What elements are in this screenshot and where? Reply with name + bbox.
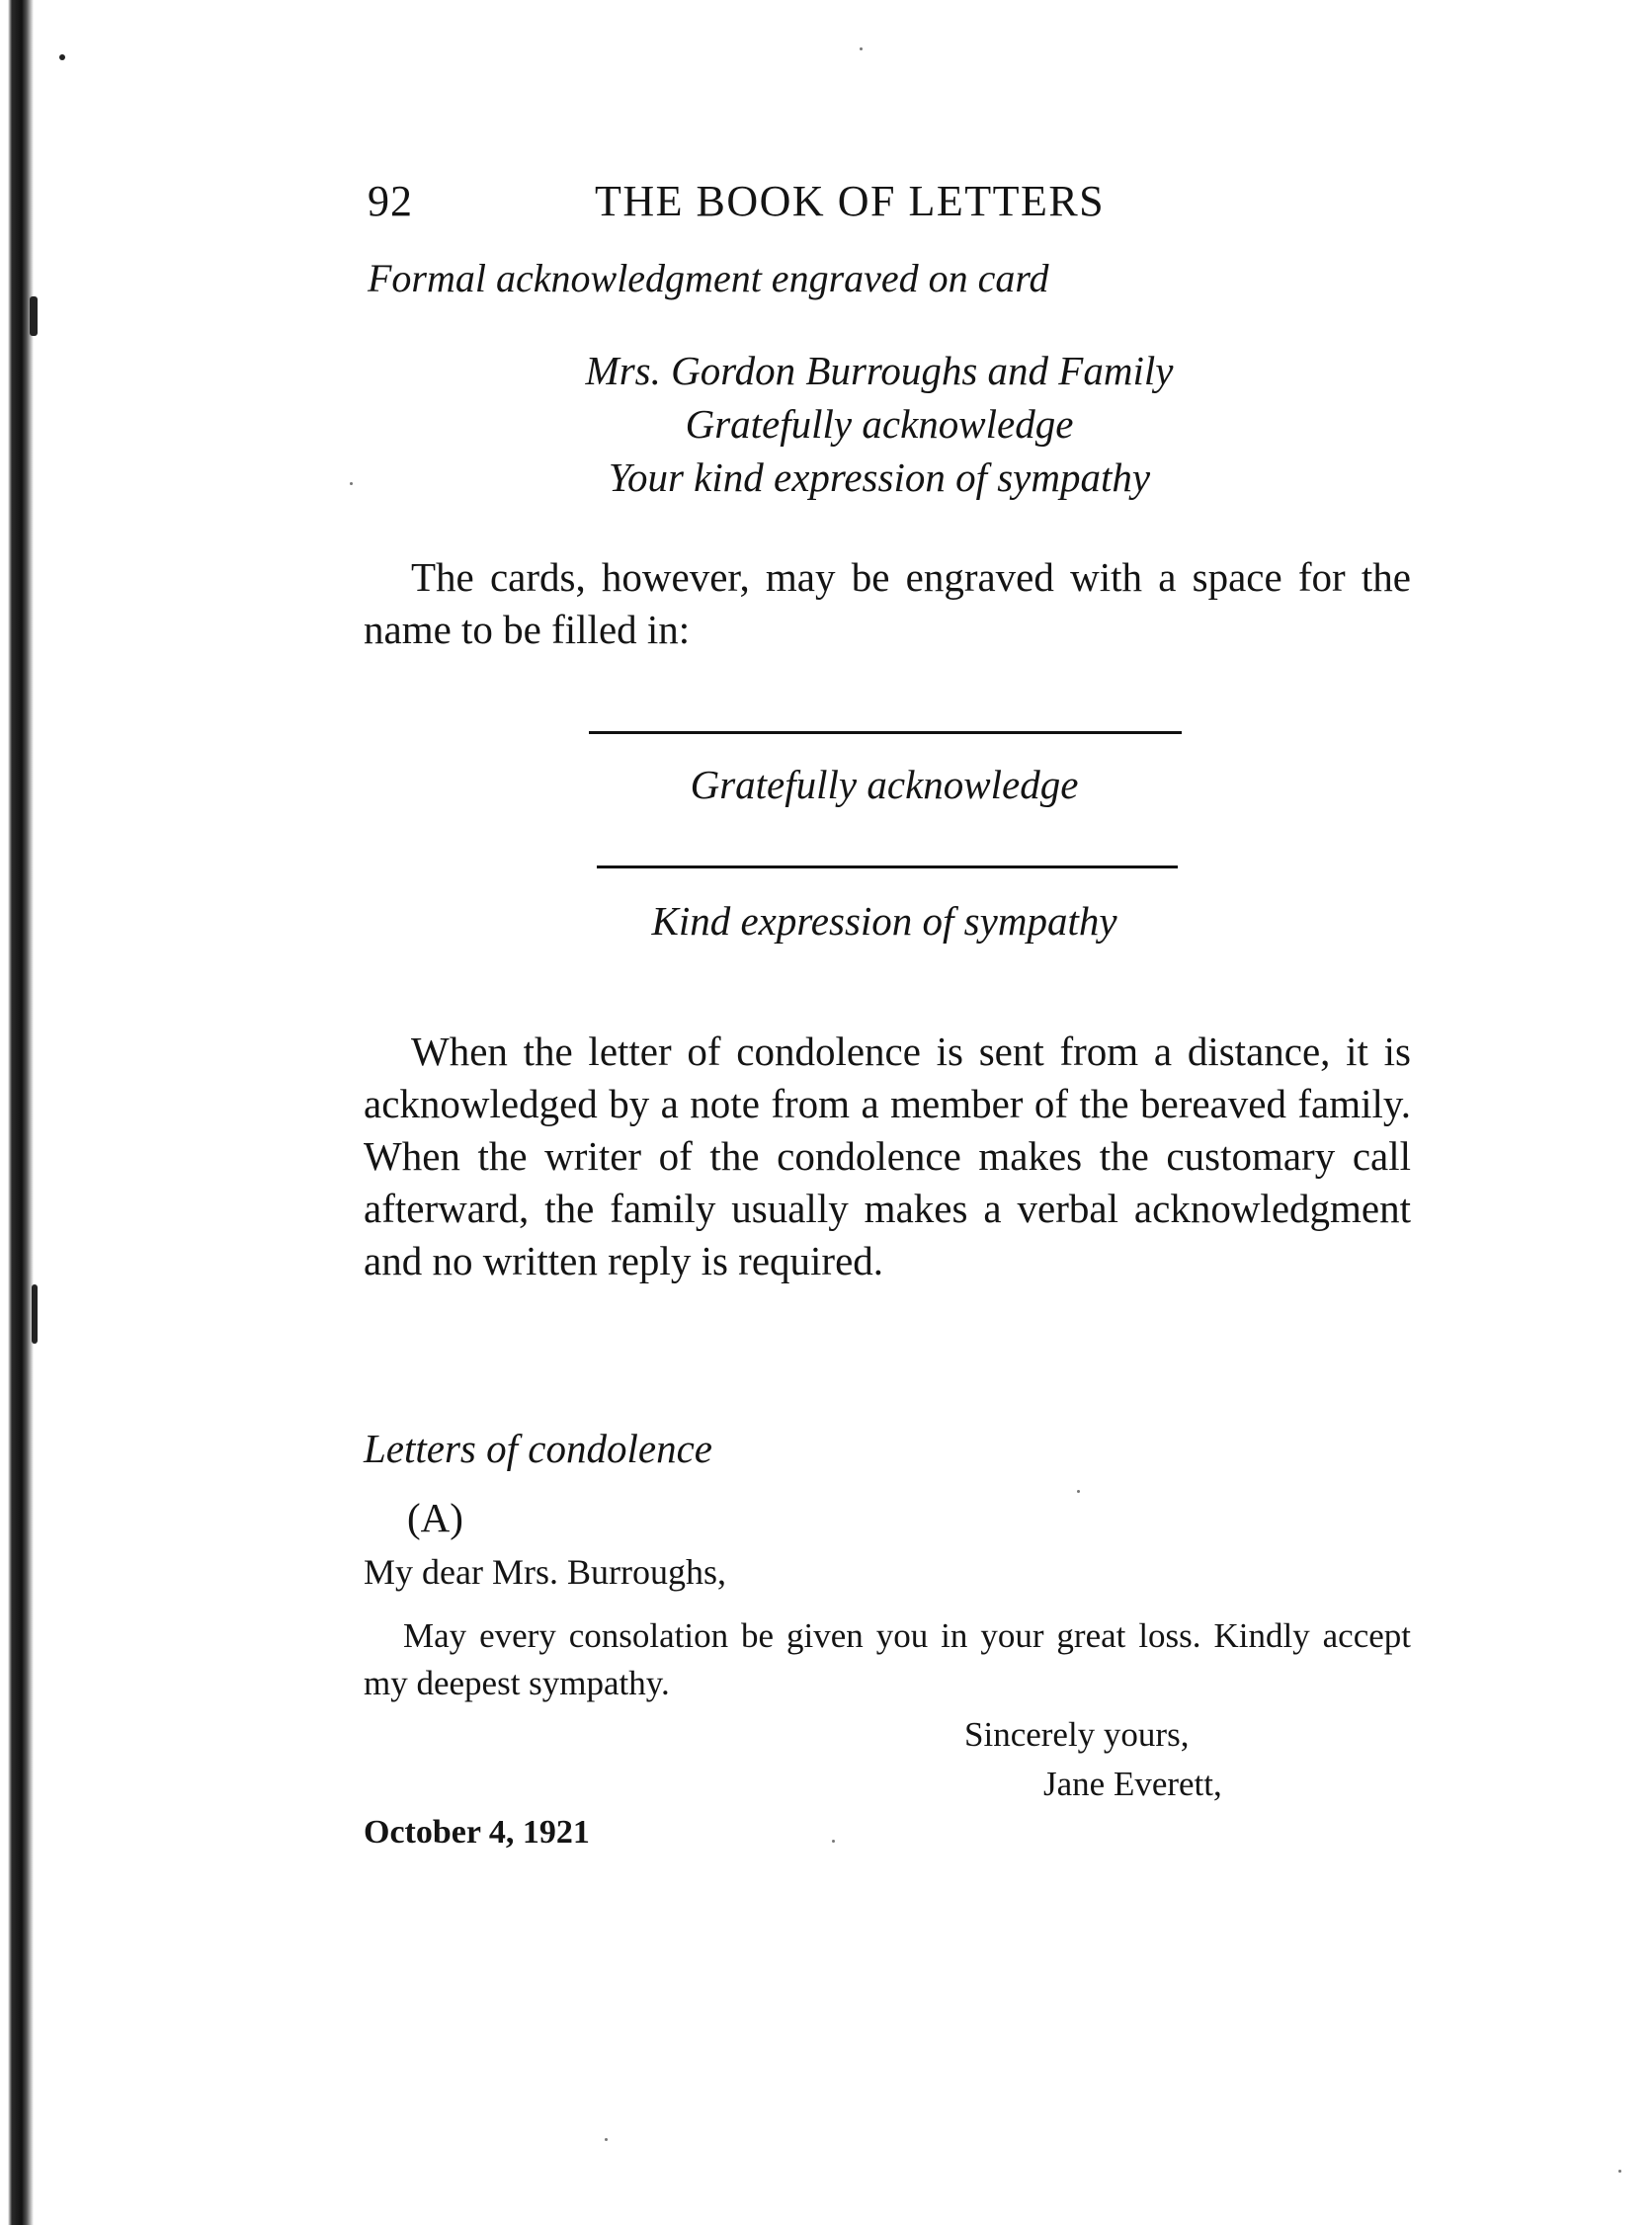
scan-speck [832,1840,835,1843]
letter-date: October 4, 1921 [364,1814,590,1851]
card-line-sympathy: Your kind expression of sympathy [608,454,1151,500]
card-line-acknowledge: Gratefully acknowledge [685,401,1074,447]
binding-speck [32,1284,38,1344]
letter-body [364,1612,1411,1707]
card-line-sender: Mrs. Gordon Burroughs and Family [585,348,1174,393]
formal-acknowledgment-heading: Formal acknowledgment engraved on card [368,256,1049,300]
binding-speck [59,54,65,60]
scan-speck [1618,2170,1621,2173]
binding-speck [30,296,38,336]
distance-paragraph [364,1026,1411,1287]
letter-label: (A) [407,1495,463,1540]
engraved-card-text [435,344,1324,504]
running-header [368,176,1193,235]
page-number: 92 [368,177,413,225]
scan-speck [350,482,353,485]
scan-speck [605,2138,608,2141]
scan-speck [1077,1490,1080,1493]
fill-in-acknowledge: Gratefully acknowledge [690,762,1079,807]
space-paragraph-text: The cards, however, may be engraved with a space for the name to be filled in: [364,554,1411,652]
letters-of-condolence-heading: Letters of condolence [364,1426,712,1471]
letter-closing: Sincerely yours, [964,1715,1190,1754]
second-blank-line [597,865,1178,868]
scan-speck [860,47,863,50]
distance-paragraph-text: When the letter of condolence is sent from a distance, it is acknowledged by a note from a member of the bereaved family. When the writer of the condolence makes the customary call afterward, the family usually makes a verbal acknowledgment and no written reply is required. [364,1029,1411,1283]
scan-binding-edge [0,0,34,2225]
letter-body-text: May every consolation be given you in your great loss. Kindly accept my deepest sympathy. [364,1616,1411,1702]
running-title: THE BOOK OF LETTERS [595,177,1106,225]
letter-salutation: My dear Mrs. Burroughs, [364,1552,726,1592]
letter-signature: Jane Everett, [1043,1765,1222,1803]
space-paragraph [364,551,1411,656]
name-blank-line [589,731,1182,734]
fill-in-sympathy: Kind expression of sympathy [651,898,1117,944]
